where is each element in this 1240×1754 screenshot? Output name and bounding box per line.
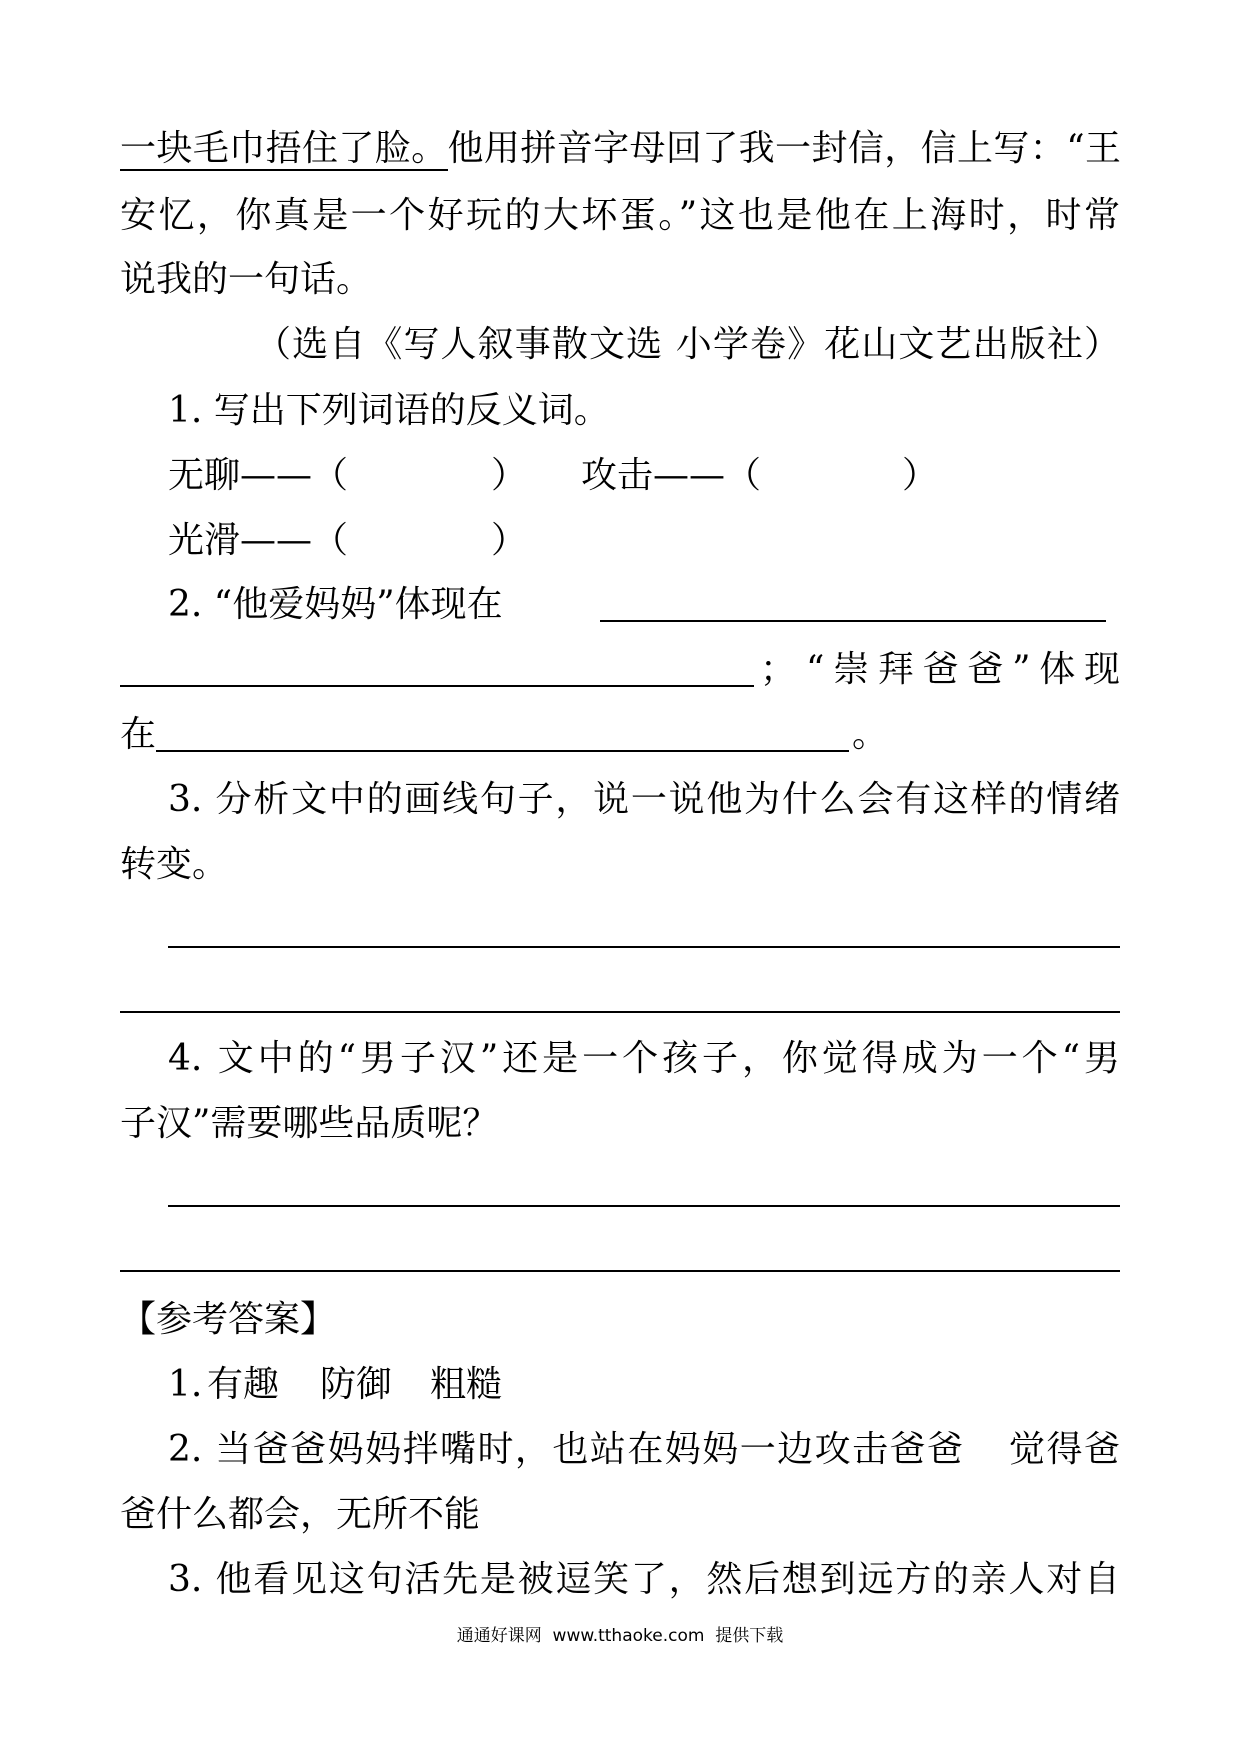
passage-line-3: 说我的一句话。 xyxy=(120,259,373,300)
answer-blank-line xyxy=(120,685,754,687)
answer-1-number: 1. xyxy=(168,1364,203,1405)
question-4-line-2: 子汉”需要哪些品质呢？ xyxy=(120,1103,499,1144)
question-2-line-2-tail: “崇拜爸爸”体现 xyxy=(806,649,1120,690)
antonym-item-label: 光滑——（ xyxy=(168,520,349,561)
answer-2-line-1-part-2: 觉得爸 xyxy=(1009,1429,1120,1470)
passage-line-2: 安忆，你真是一个好玩的大坏蛋。”这也是他在上海时，时常 xyxy=(120,195,1120,236)
passage-line-1-rest: 他用拼音字母回了我一封信，信上写：“王 xyxy=(447,128,1120,169)
page-footer: 通通好课网 www.tthaoke.com 提供下载 xyxy=(456,1626,784,1646)
passage-source: （选自《写人叙事散文选 小学卷》花山文艺出版社） xyxy=(255,324,1120,365)
answer-2-line-1-part-1: 2. 当爸爸妈妈拌嘴时，也站在妈妈一边攻击爸爸 xyxy=(168,1429,963,1470)
answer-2-line-2: 爸什么都会，无所不能 xyxy=(120,1494,481,1535)
question-1-prompt: 1. 写出下列词语的反义词。 xyxy=(168,390,610,431)
underlined-sentence: 一块毛巾捂住了脸。 xyxy=(120,128,448,169)
answer-line xyxy=(120,1270,1120,1272)
passage-line-1 xyxy=(120,127,1120,171)
answer-blank-line xyxy=(600,620,1106,622)
antonym-item-label: 攻击——（ xyxy=(581,455,762,496)
question-2-line-3-head: 在 xyxy=(120,714,157,755)
answer-1-item: 防御 xyxy=(320,1364,393,1405)
answers-heading: 【参考答案】 xyxy=(120,1299,337,1340)
answer-line xyxy=(168,946,1120,948)
question-3-line-1: 3. 分析文中的画线句子，说一说他为什么会有这样的情绪 xyxy=(168,779,1120,820)
answer-line xyxy=(120,1011,1120,1013)
question-4-line-1: 4. 文中的“男子汉”还是一个孩子，你觉得成为一个“男 xyxy=(168,1038,1120,1079)
answer-line xyxy=(168,1205,1120,1207)
answer-1-item: 粗糙 xyxy=(430,1364,503,1405)
question-2-line-3-end: 。 xyxy=(852,714,889,755)
antonym-item-close: ） xyxy=(491,520,528,561)
antonym-item-close: ） xyxy=(902,455,939,496)
antonym-item-close: ） xyxy=(491,455,528,496)
answer-blank-line xyxy=(156,750,849,752)
antonym-item-label: 无聊——（ xyxy=(168,455,349,496)
answer-1-item: 有趣 xyxy=(207,1364,280,1405)
question-3-line-2: 转变。 xyxy=(120,844,229,885)
question-2-separator: ； xyxy=(760,649,797,690)
answer-3-line-1: 3. 他看见这句活先是被逗笑了，然后想到远方的亲人对自 xyxy=(168,1559,1120,1600)
question-2-line-1: 2. “他爱妈妈”体现在 xyxy=(168,584,503,625)
